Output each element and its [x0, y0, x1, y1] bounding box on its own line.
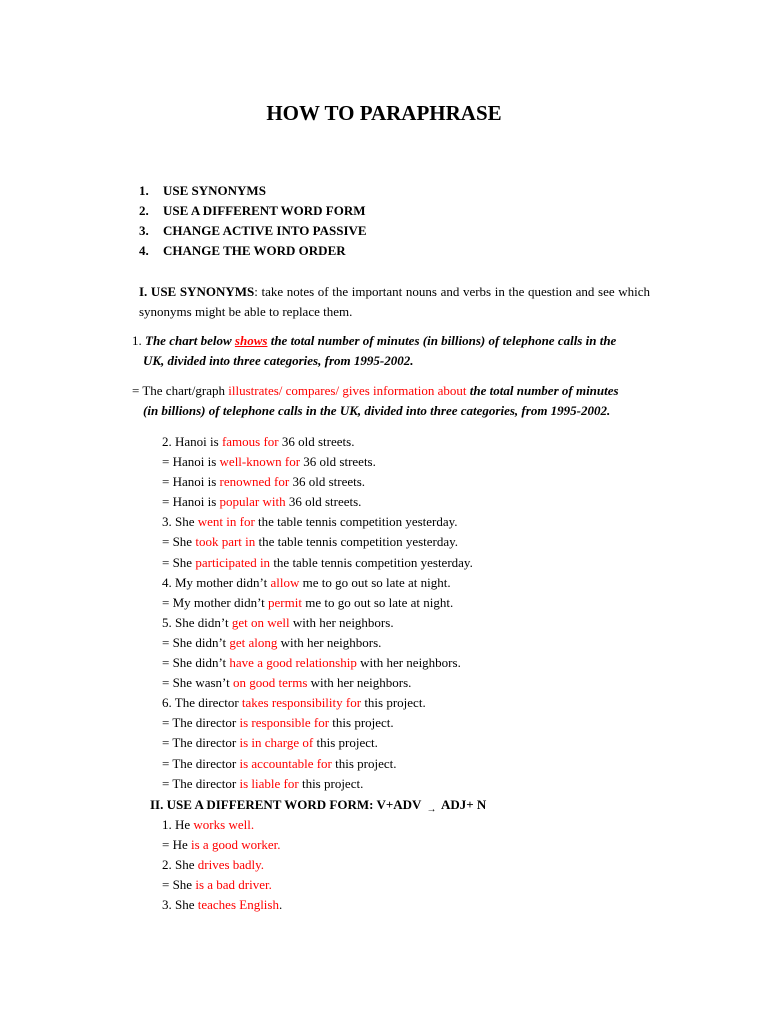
highlighted-word: shows [234, 333, 268, 348]
example-line [162, 512, 473, 532]
line-text: = Hanoi is [162, 494, 220, 510]
example-text-continued: UK, divided into three categories, from 1995-2002. [143, 353, 414, 368]
page-title: HOW TO PARAPHRASE [266, 101, 502, 125]
paraphrase-text-continued: (in billions) of telephone calls in the UK, divided into three categories, from 1995-2002. [143, 403, 611, 418]
highlighted-phrase: took part in [195, 534, 256, 550]
highlighted-phrase: is responsible for [239, 715, 330, 731]
line-text: 3. She [162, 514, 198, 530]
paraphrase-prefix: = The chart/graph [132, 383, 229, 398]
synonym-examples [162, 432, 473, 794]
arrow-icon: → [426, 804, 437, 815]
line-text-end: . [278, 897, 283, 913]
line-text: 1. He [162, 817, 194, 832]
section-1-heading: I. USE SYNONYMS [139, 284, 255, 299]
highlighted-phrase: works well. [193, 817, 255, 832]
method-label: USE A DIFFERENT WORD FORM [163, 203, 366, 218]
line-text: = The director [162, 735, 240, 751]
highlighted-phrase: is liable for [239, 775, 299, 791]
line-text: = He [162, 837, 191, 853]
highlighted-phrase: allow [270, 574, 300, 590]
line-text-end: this project. [331, 755, 397, 771]
highlighted-synonyms: illustrates/ compares/ gives information about [228, 383, 467, 398]
example-line [162, 693, 473, 713]
highlighted-phrase: famous for [221, 434, 279, 449]
line-text: = The director [162, 715, 240, 731]
line-text-end: 36 old streets. [289, 474, 366, 490]
highlighted-phrase: is a bad driver. [195, 877, 272, 893]
example-line [162, 815, 282, 835]
example-1-sentence [132, 331, 650, 371]
highlighted-phrase: popular with [219, 494, 286, 510]
line-text: = My mother didn’t [162, 594, 269, 610]
line-text-end: the table tennis competition yesterday. [255, 534, 459, 550]
example-line [162, 452, 473, 472]
example-line [162, 673, 473, 693]
line-text: = Hanoi is [162, 474, 220, 490]
method-item [139, 182, 367, 202]
highlighted-phrase: have a good relationship [229, 655, 357, 671]
line-text: 2. Hanoi is [162, 434, 222, 449]
line-text-end: 36 old streets. [285, 494, 362, 510]
line-text-end: 36 old streets. [278, 434, 355, 449]
example-line [162, 593, 473, 613]
line-text-end: this project. [298, 775, 364, 791]
line-text-end: with her neighbors. [277, 634, 382, 650]
line-text-end: this project. [329, 715, 394, 731]
line-text-end: with her neighbors. [356, 655, 461, 671]
example-line [162, 633, 473, 653]
method-item [139, 242, 367, 262]
line-text-end: the table tennis competition yesterday. [254, 514, 458, 530]
line-text: = She [162, 534, 196, 550]
highlighted-phrase: takes responsibility for [241, 695, 362, 711]
example-number: 1. [132, 333, 145, 348]
example-line [162, 835, 282, 855]
example-line [162, 875, 282, 895]
line-text: 4. My mother didn’t [162, 574, 271, 590]
line-text-end: 36 old streets. [300, 454, 376, 470]
section-2-title-end: ADJ+ N [440, 797, 487, 812]
word-form-examples [162, 815, 282, 915]
example-line [162, 774, 473, 794]
paraphrase-text: the total number of minutes [466, 383, 619, 398]
method-number: 1. [139, 183, 149, 198]
line-text: 5. She didn’t [162, 614, 232, 630]
line-text: = She didn’t [162, 634, 230, 650]
example-line [162, 492, 473, 512]
line-text: = The director [162, 755, 240, 771]
line-text-end: with her neighbors. [307, 675, 412, 691]
highlighted-phrase: well-known for [219, 454, 301, 470]
line-text-end: with her neighbors. [289, 614, 394, 630]
line-text-end: me to go out so late at night. [299, 574, 451, 590]
line-text-end: this project. [361, 695, 426, 711]
line-text: = The director [162, 775, 240, 791]
method-item [139, 222, 367, 242]
example-line [162, 472, 473, 492]
example-text: the total number of minutes (in billions) of telephone calls in the [267, 333, 617, 348]
highlighted-phrase: is a good worker. [191, 837, 281, 853]
example-line [162, 432, 473, 452]
method-label: CHANGE THE WORD ORDER [163, 243, 346, 258]
highlighted-phrase: teaches English [197, 897, 279, 913]
highlighted-phrase: on good terms [233, 675, 308, 691]
line-text: = She [162, 554, 196, 570]
line-text: = Hanoi is [162, 454, 220, 470]
line-text: 6. The director [162, 695, 242, 711]
line-text: = She wasn’t [162, 675, 234, 691]
highlighted-phrase: get on well [231, 614, 290, 630]
section-1-paragraph [139, 282, 650, 322]
highlighted-phrase: is accountable for [239, 755, 332, 771]
example-line [162, 855, 282, 875]
line-text-end: me to go out so late at night. [301, 594, 454, 610]
example-line [162, 653, 473, 673]
example-line [162, 553, 473, 573]
method-item [139, 202, 367, 222]
example-line [162, 733, 473, 753]
example-line [162, 754, 473, 774]
method-label: USE SYNONYMS [163, 183, 266, 198]
line-text-end: the table tennis competition yesterday. [270, 554, 473, 570]
highlighted-phrase: is in charge of [239, 735, 314, 751]
example-line [162, 713, 473, 733]
line-text: 2. She [162, 857, 198, 873]
method-number: 4. [139, 243, 149, 258]
example-line [162, 895, 282, 915]
method-list [139, 182, 367, 262]
line-text: 3. She [162, 897, 198, 913]
highlighted-phrase: participated in [195, 554, 271, 570]
section-2-title: II. USE A DIFFERENT WORD FORM: V+ADV [150, 797, 422, 812]
example-line [162, 532, 473, 552]
highlighted-phrase: permit [268, 594, 302, 610]
method-number: 3. [139, 223, 149, 238]
line-text-end: this project. [313, 735, 378, 751]
highlighted-phrase: went in for [197, 514, 255, 530]
highlighted-phrase: drives badly. [197, 857, 265, 873]
example-line [162, 573, 473, 593]
method-label: CHANGE ACTIVE INTO PASSIVE [163, 223, 367, 238]
section-1-text: : take notes of the important nouns and verbs in the question and see which synonyms might be able to replace them. [139, 284, 650, 319]
method-number: 2. [139, 203, 149, 218]
example-1-paraphrase [132, 381, 650, 421]
highlighted-phrase: get along [229, 634, 278, 650]
highlighted-phrase: renowned for [219, 474, 290, 490]
line-text: = She didn’t [162, 655, 230, 671]
example-line [162, 613, 473, 633]
line-text: = She [162, 877, 196, 893]
example-text: The chart below [145, 333, 235, 348]
section-2-heading [150, 795, 486, 817]
